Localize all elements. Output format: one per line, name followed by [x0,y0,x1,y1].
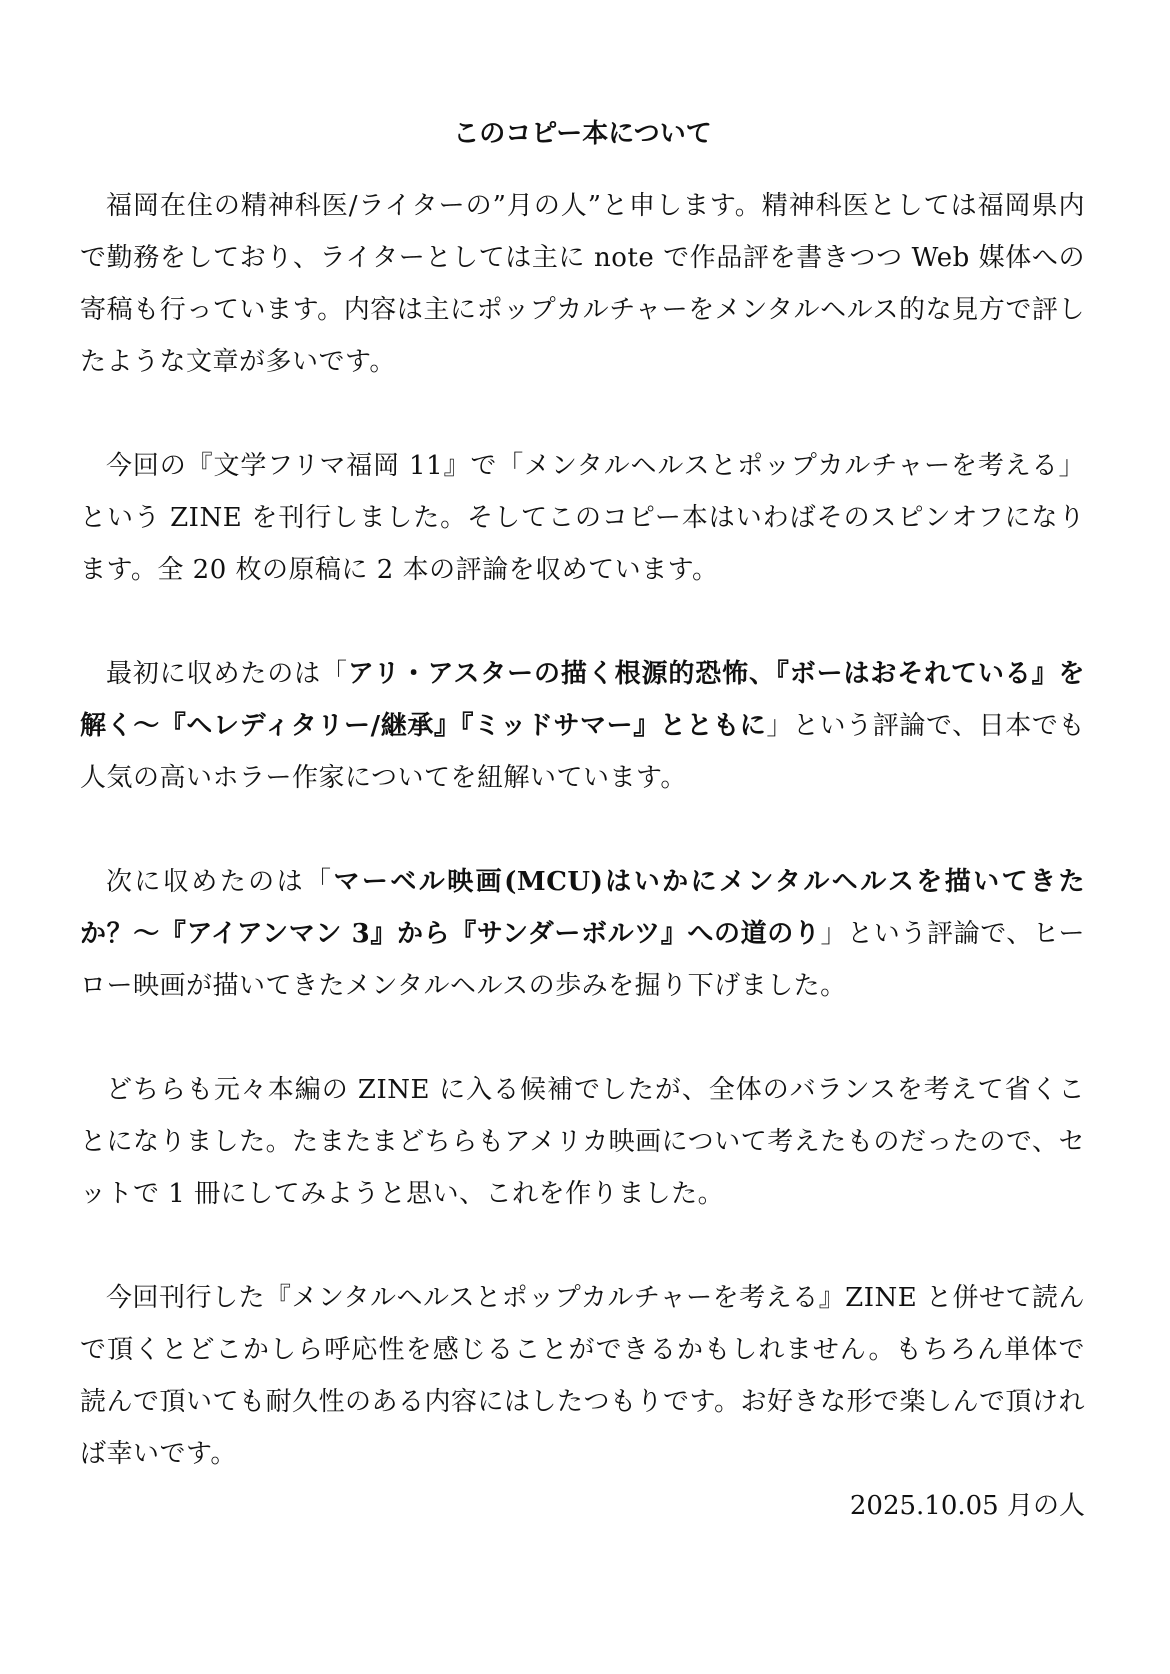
paragraph-second-essay [80,856,1085,1012]
paragraph-introduction: 福岡在住の精神科医/ライターの”月の人”と申します。精神科医としては福岡県内で勤務をしており、ライターとしては主に note で作品評を書きつつ Web 媒体への寄稿も行っています。内容は主にポップカルチャーをメンタルヘルス的な見方で評したような文章が多いです。 [80,191,1085,377]
second-essay-lead: 次に収めたのは「 [106,867,334,897]
page-title: このコピー本について [453,119,712,149]
first-essay-lead: 最初に収めたのは「 [106,659,348,689]
paragraph-first-essay [80,648,1085,804]
paragraph-background: どちらも元々本編の ZINE に入る候補でしたが、全体のバランスを考えて省くことになりました。たまたまどちらもアメリカ映画について考えたものだったので、セットで 1 冊にしてみようと思い、これを作りました。 [80,1075,1085,1209]
document-page [80,108,1085,1532]
first-essay-title: アリ・アスターの描く根源的恐怖、『ボーはおそれている』を解く〜『ヘレディタリー/継承』『ミッドサマー』とともに [80,659,1085,741]
paragraph-closing: 今回刊行した『メンタルヘルスとポップカルチャーを考える』ZINE と併せて読んで頂くとどこかしら呼応性を感じることができるかもしれません。もちろん単体で読んで頂いても耐久性のある内容にはしたつもりです。お好きな形で楽しんで頂ければ幸いです。 [80,1283,1085,1469]
signature-date-author: 2025.10.05 月の人 [849,1491,1085,1521]
second-essay-title: マーベル映画(MCU)はいかにメンタルヘルスを描いてきたか？〜『アイアンマン 3』から『サンダーボルツ』への道のり [80,867,1085,949]
second-essay-tail: 」という評論で、ヒーロー映画が描いてきたメンタルヘルスの歩みを掘り下げました。 [80,919,1085,1001]
paragraph-zine-info: 今回の『文学フリマ福岡 11』で「メンタルヘルスとポップカルチャーを考える」という ZINE を刊行しました。そしてこのコピー本はいわばそのスピンオフになります。全 20 枚の原稿に 2 本の評論を収めています。 [80,451,1085,585]
first-essay-tail: 」という評論で、日本でも人気の高いホラー作家についてを紐解いています。 [80,711,1085,793]
